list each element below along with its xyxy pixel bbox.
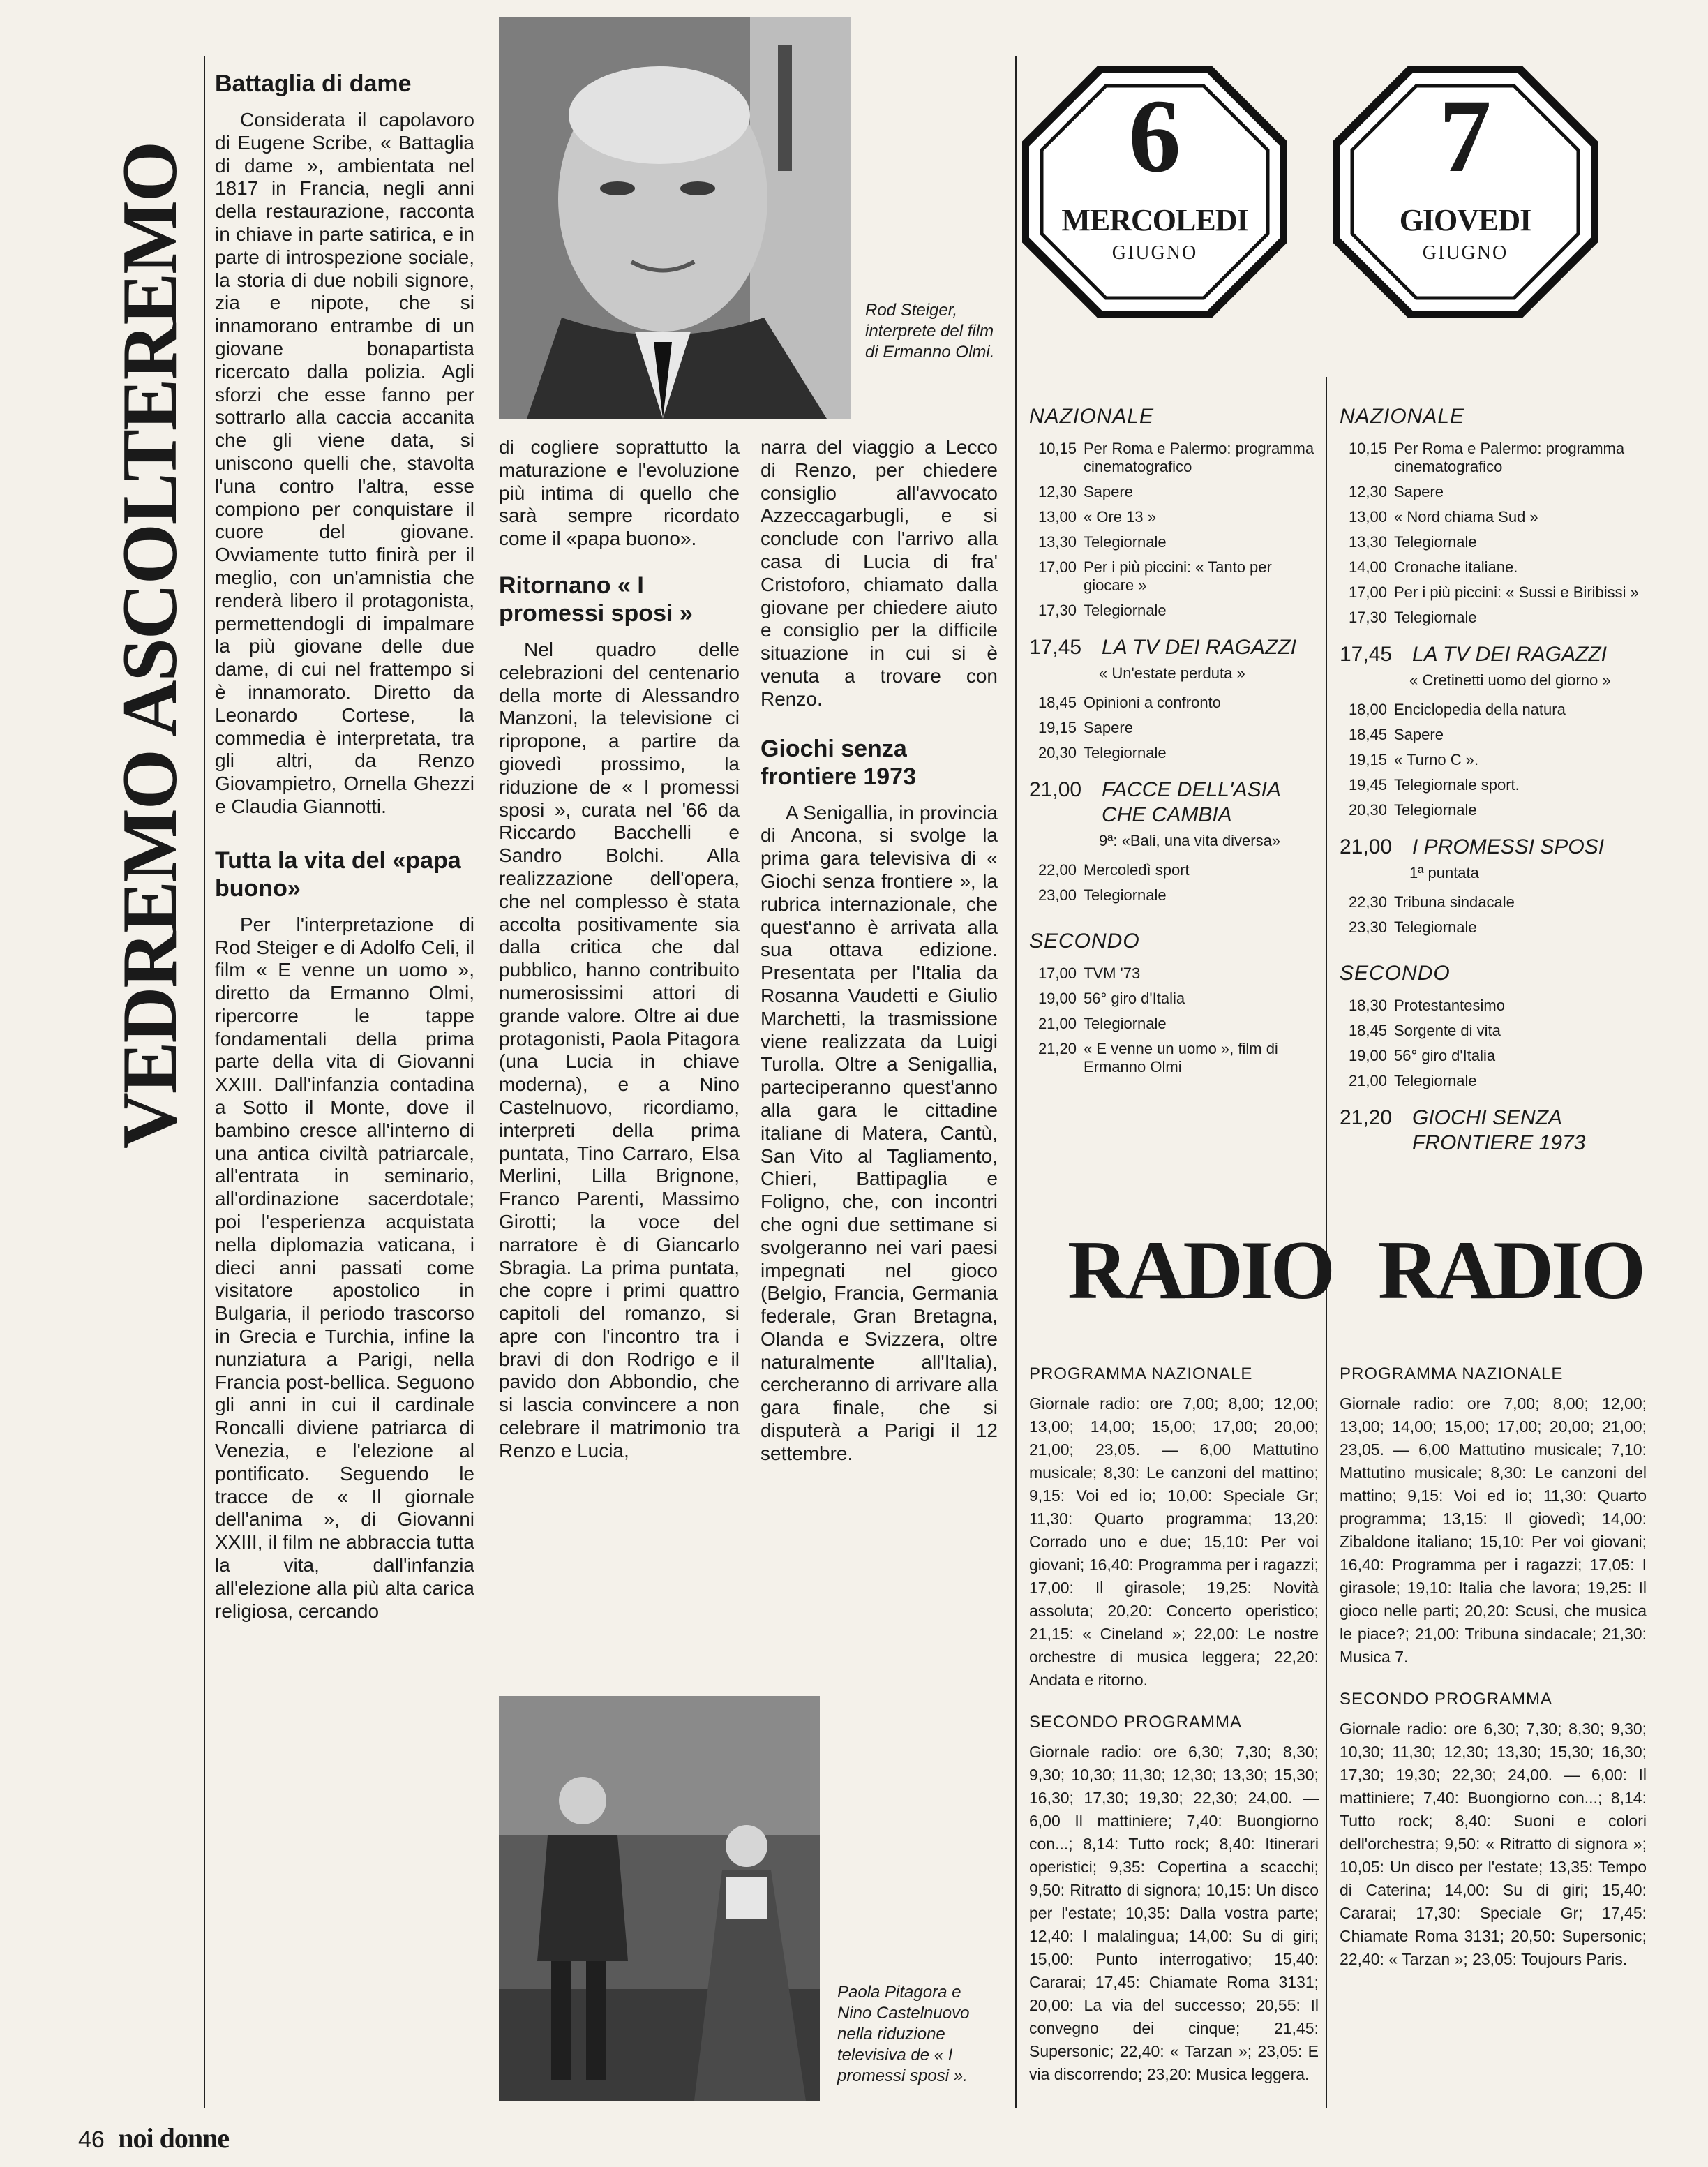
program: TVM '73 [1084, 965, 1141, 982]
time: 19,45 [1348, 776, 1387, 794]
schedule-highlight [1340, 642, 1647, 667]
time: 21,00 [1340, 835, 1393, 858]
schedule-row [1029, 886, 1319, 904]
radio-section-label: SECONDO PROGRAMMA [1029, 1713, 1243, 1732]
day-badge-7 [1333, 66, 1598, 318]
program: Per Roma e Palermo: programma cinematografico [1394, 440, 1625, 475]
radio-schedule: Giornale radio: ore 7,00; 8,00; 12,00; 13,00; 14,00; 15,00; 17,00; 20,00; 21,00; 23,05. — 6,00 Mattutino musicale; 7,10: Mattutino musicale; 8,30: Le canzoni del mattino; 9,15: Voi ed io; 11,30: Quarto programma; 13,15: Il giovedì; 14,00: Zibaldone italiano; 15,10: Per voi giovani; 16,40: Programma per i ragazzi; 17,05: I girasole; 19,10: Italia che lavora; 19,25: Il gioco nelle parti; 20,20: Scusi, che musica le piace?; 21,00: Tribuna sindacale; 21,30: Musica 7. [1340, 1394, 1647, 1666]
radio-schedule: Giornale radio: ore 6,30; 7,30; 8,30; 9,30; 10,30; 11,30; 12,30; 13,30; 15,30; 16,30; 17,30; 19,30; 22,30; 24,00. — 6,00 Il mattiniere; 7,40: Buongiorno con...; 8,14: Tutto rock; 8,40: Itinerari operistici; 9,35: Copertina a scacchi; 9,50: Ritratto di signora; 10,15: Un disco per l'estate; 10,35: Dalla vostra parte; 12,40: I malalingua; 14,00: Su di giri; 15,00: Punto interrogativo; 15,40: Cararai; 17,45: Chiamate Roma 3131; 20,00: La via del successo; 20,55: Il convegno dei cinque; 21,45: Supersonic; 22,40: « Tarzan »; 23,05: E via discorrendo; 23,20: Musica leggera. [1029, 1743, 1319, 2083]
article-continuation: di cogliere soprattutto la maturazione e l'evoluzione più intima di quello che sarà sempre ricordato come il «papa buono». [499, 436, 740, 550]
photo-rod-steiger [499, 17, 851, 419]
program: Sapere [1394, 483, 1444, 500]
time: 13,00 [1037, 508, 1077, 526]
program: FACCE DELL'ASIA CHE CAMBIA [1102, 778, 1280, 826]
schedule-row [1340, 609, 1647, 627]
program: Mercoledì sport [1084, 861, 1190, 879]
schedule-row [1340, 1072, 1647, 1090]
schedule-row [1340, 483, 1647, 501]
time: 21,20 [1037, 1040, 1077, 1057]
page-number: 46 [78, 2127, 105, 2153]
schedule-highlight [1340, 1105, 1647, 1156]
schedule-row [1029, 440, 1319, 476]
radio-schedule: Giornale radio: ore 6,30; 7,30; 8,30; 9,30; 10,30; 11,30; 12,30; 13,30; 15,30; 16,30; 17,30; 19,30; 22,30; 24,00. — 6,00: Il mattiniere; 7,40: Buongiorno con...; 8,14: Tutto rock; 8,40: Suoni e colori dell'orchestra; 9,50: « Ritratto di signora »; 10,05: Un disco per l'estate; 13,35: Tempo di Caterina; 14,00: Su di giri; 15,40: Cararai; 17,30: Speciale Gr; 17,45: Chiamate Roma 3131; 20,50: Supersonic; 22,40: « Tarzan »; 23,05: Toujours Paris. [1340, 1720, 1647, 1968]
program: LA TV DEI RAGAZZI [1412, 643, 1607, 666]
time: 20,30 [1037, 744, 1077, 761]
article-title: Battaglia di dame [215, 70, 412, 97]
article-body: Considerata il capolavoro di Eugene Scribe, « Battaglia di dame », ambientata nel 1817 in Francia, negli anni della restaurazione, racconta in chiave in parte satirica, e in parte di introspezione sociale, la storia di due nobili signore, zia e nipote, che si innamorano entrambe di un giovane bonapartista ricercato dalla polizia. Agli sforzi che esse fanno per sottrarlo alla caccia accanita che gli viene data, si uniscono quelli che, stavolta l'una contro l'altra, esse compiono per conquistare il cuore del giovane. Ovviamente tutto finirà per il meglio, con un'amnistia che renderà libero il protagonista, permettendogli di impalmare la più giovane delle due dame, di cui nel frattempo si è innamorato. Diretto da Leonardo Cortese, la commedia è interpretata, tra gli altri, da Renzo Giovampietro, Ornella Ghezzi e Claudia Giannotti. [215, 109, 474, 817]
program: Sapere [1084, 719, 1133, 736]
month-name: GIUGNO [1422, 242, 1508, 264]
time: 10,15 [1348, 440, 1387, 457]
time: 14,00 [1348, 558, 1387, 576]
program: I PROMESSI SPOSI [1412, 835, 1605, 858]
network-label: SECONDO [1029, 930, 1140, 953]
time: 17,30 [1348, 609, 1387, 626]
time: 22,00 [1037, 861, 1077, 879]
time: 21,00 [1348, 1072, 1387, 1089]
schedule-row [1340, 893, 1647, 911]
radio-section-label: PROGRAMMA NAZIONALE [1340, 1364, 1564, 1383]
schedule-row [1029, 508, 1319, 526]
program: Sapere [1084, 483, 1133, 500]
time: 13,00 [1348, 508, 1387, 526]
caption-steiger: Rod Steiger, interprete del film di Ermanno Olmi. [865, 301, 995, 362]
radio-day-7 [1340, 1364, 1647, 1992]
schedule-row [1029, 1040, 1319, 1076]
program: Telegiornale [1084, 744, 1167, 761]
time: 13,30 [1037, 533, 1077, 551]
schedule-row [1029, 744, 1319, 762]
time: 18,45 [1348, 1022, 1387, 1039]
program: Per Roma e Palermo: programma cinematografico [1084, 440, 1314, 475]
day-badge-6 [1022, 66, 1287, 318]
time: 19,15 [1348, 751, 1387, 768]
time: 23,30 [1348, 918, 1387, 936]
side-title-text: VEDREMO ASCOLTEREMO [107, 142, 193, 1149]
magazine-logo: noi donne [118, 2122, 230, 2154]
schedule-row [1029, 694, 1319, 712]
radio-heading: RADIO [1378, 1223, 1644, 1316]
schedule-day-6 [1029, 405, 1319, 1083]
photo-promessi-sposi [499, 1696, 820, 2101]
schedule-highlight [1029, 635, 1319, 660]
time: 18,00 [1348, 701, 1387, 718]
schedule-row [1340, 440, 1647, 476]
program: Protestantesimo [1394, 997, 1505, 1014]
program: Per i più piccini: « Sussi e Biribissi » [1394, 583, 1639, 601]
program: Telegiornale [1394, 609, 1477, 626]
program: Sorgente di vita [1394, 1022, 1501, 1039]
program: Telegiornale [1084, 886, 1167, 904]
month-name: GIUGNO [1111, 242, 1198, 264]
program: 56° giro d'Italia [1084, 990, 1185, 1007]
time: 19,15 [1037, 719, 1077, 736]
time: 17,00 [1037, 558, 1077, 576]
article-body: A Senigallia, in provincia di Ancona, si svolge la prima gara televisiva di « Giochi senza frontiere », la rubrica internazionale, che quest'anno è arrivata alla sua ottava edizione. Presentata per l'Italia da Rosanna Vaudetti e Giulio Marchetti, la trasmissione viene realizzata da Luigi Turolla. Oltre a Senigallia, parteciperanno quest'anno alla gara le cittadine italiane di Matera, Cantù, San Vito al Tagliamento, Chieri, Battipaglia e Foligno, che, con incontri che ogni due settimane si svolgeranno nei vari paesi impegnati nel gioco (Belgio, Francia, Germania federale, Gran Bretagna, Olanda e Svizzera, oltre naturalmente all'Italia), cercheranno di arrivare alla gara finale, che si disputerà a Parigi il 12 settembre. [761, 801, 998, 1464]
schedule-row [1340, 776, 1647, 794]
time: 12,30 [1348, 483, 1387, 500]
day-number: 7 [1439, 78, 1492, 194]
network-label: NAZIONALE [1029, 405, 1155, 428]
time: 17,45 [1340, 643, 1393, 666]
program-subtitle: 1ª puntata [1409, 864, 1479, 881]
schedule-row [1340, 801, 1647, 819]
schedule-row [1340, 533, 1647, 551]
schedule-row [1029, 861, 1319, 879]
radio-section-label: SECONDO PROGRAMMA [1340, 1690, 1553, 1708]
program: Telegiornale [1084, 533, 1167, 551]
schedule-row [1340, 997, 1647, 1015]
time: 18,45 [1037, 694, 1077, 711]
program: « Turno C ». [1394, 751, 1479, 768]
time: 17,00 [1037, 965, 1077, 982]
schedule-row [1340, 508, 1647, 526]
column-divider [204, 56, 205, 2108]
time: 10,15 [1037, 440, 1077, 457]
day-number: 6 [1128, 78, 1181, 194]
article-giochi [761, 436, 998, 1466]
time: 13,30 [1348, 533, 1387, 551]
program: Telegiornale sport. [1394, 776, 1520, 794]
schedule-row [1340, 751, 1647, 769]
radio-day-6 [1029, 1364, 1319, 2107]
program-subtitle: « Un'estate perduta » [1099, 664, 1245, 682]
schedule-row [1340, 918, 1647, 937]
time: 17,30 [1037, 602, 1077, 619]
article-continuation: narra del viaggio a Lecco di Renzo, per chiedere consiglio all'avvocato Azzeccagarbugli, e si conclude con l'arrivo alla casa di Lucia di fra' Cristoforo, chiamato dalla giovane per chiedere aiuto e consiglio per la difficile situazione in cui si è venuta a trovare con Renzo. [761, 436, 998, 710]
article-title: Giochi senza frontiere 1973 [761, 735, 916, 790]
program: « Ore 13 » [1084, 508, 1156, 526]
schedule-row [1029, 558, 1319, 595]
schedule-row [1340, 1047, 1647, 1065]
time: 19,00 [1037, 990, 1077, 1007]
radio-heading: RADIO [1068, 1223, 1333, 1316]
schedule-row [1340, 701, 1647, 719]
program-subtitle: « Cretinetti uomo del giorno » [1409, 671, 1611, 689]
program: Telegiornale [1394, 1072, 1477, 1089]
program: Cronache italiane. [1394, 558, 1518, 576]
time: 17,45 [1029, 636, 1082, 659]
time: 19,00 [1348, 1047, 1387, 1064]
program: Telegiornale [1084, 1015, 1167, 1032]
day-name: GIOVEDI [1399, 203, 1531, 237]
schedule-row [1340, 558, 1647, 576]
program: « E venne un uomo », film di Ermanno Olmi [1084, 1040, 1278, 1075]
program: Enciclopedia della natura [1394, 701, 1566, 718]
program: GIOCHI SENZA FRONTIERE 1973 [1412, 1106, 1586, 1154]
program: Sapere [1394, 726, 1444, 743]
schedule-row [1029, 1015, 1319, 1033]
program: LA TV DEI RAGAZZI [1102, 636, 1296, 659]
network-label: SECONDO [1340, 962, 1451, 985]
program: « Nord chiama Sud » [1394, 508, 1538, 526]
schedule-row [1340, 583, 1647, 602]
time: 21,00 [1029, 778, 1082, 801]
article-title: Tutta la vita del «papa buono» [215, 847, 461, 902]
schedule-row [1029, 990, 1319, 1008]
article-body: Per l'interpretazione di Rod Steiger e di Adolfo Celi, il film « E venne un uomo », diretto da Ermanno Olmi, ripercorre le tappe fondamentali della prima parte della vita di Giovanni XXIII. Dall'infanzia contadina a Sotto il Monte, dove il bambino cresce all'interno di una antica civiltà patriarcale, all'entrata in seminario, all'ordinazione sacerdotale; poi l'esperienza acquistata nella diplomazia vaticana, i dieci anni passati come visitatore apostolico in Bulgaria, il periodo trascorso in Grecia e Turchia, infine la nunziatura a Parigi, nella Francia post-bellica. Seguono gli anni in cui il cardinale Roncalli diviene patriarca di Venezia, e l'elezione al pontificato. Seguendo le tracce de « Il giornale dell'anima », di Giovanni XXIII, il film ne abbraccia tutta la vita, dall'infanzia all'elezione alla più alta carica religiosa, cercando [215, 913, 474, 1622]
schedule-highlight [1340, 835, 1647, 860]
time: 12,30 [1037, 483, 1077, 500]
program: Telegiornale [1394, 801, 1477, 819]
time: 22,30 [1348, 893, 1387, 911]
program: Telegiornale [1394, 918, 1477, 936]
schedule-row [1029, 483, 1319, 501]
program: Opinioni a confronto [1084, 694, 1221, 711]
schedule-row [1340, 726, 1647, 744]
time: 20,30 [1348, 801, 1387, 819]
column-divider [1015, 56, 1017, 2108]
schedule-row [1029, 533, 1319, 551]
article-promessi [499, 436, 740, 1463]
schedule-row [1029, 719, 1319, 737]
time: 18,45 [1348, 726, 1387, 743]
schedule-highlight [1029, 777, 1319, 828]
program: Tribuna sindacale [1394, 893, 1515, 911]
time: 17,00 [1348, 583, 1387, 601]
network-label: NAZIONALE [1340, 405, 1465, 428]
time: 23,00 [1037, 886, 1077, 904]
caption-pitagora: Paola Pitagora e Nino Castelnuovo nella riduzione televisiva de « I promessi sposi ». [837, 1983, 970, 2085]
schedule-row [1340, 1022, 1647, 1040]
day-name: MERCOLEDI [1061, 203, 1248, 237]
article-battaglia [215, 70, 474, 1623]
schedule-day-7 [1340, 405, 1647, 1164]
time: 18,30 [1348, 997, 1387, 1014]
time: 21,20 [1340, 1106, 1393, 1129]
time: 21,00 [1037, 1015, 1077, 1032]
side-title [105, 56, 195, 1235]
page-footer [78, 2122, 229, 2154]
program: Telegiornale [1394, 533, 1477, 551]
radio-schedule: Giornale radio: ore 7,00; 8,00; 12,00; 13,00; 14,00; 15,00; 17,00; 20,00; 21,00; 23,05. — 6,00 Mattutino musicale; 8,30: Le canzoni del mattino; 9,15: Voi ed io; 10,00: Speciale Gr; 11,30: Quarto programma; 13,20: Corrado uno e due; 15,10: Per voi giovani; 16,40: Programma per i ragazzi; 17,00: Il girasole; 19,25: Novità assoluta; 20,20: Concerto operistico; 21,15: « Cineland »; 22,00: Le nostre orchestre di musica leggera; 22,20: Andata e ritorno. [1029, 1394, 1319, 1689]
schedule-row [1029, 965, 1319, 983]
article-title: Ritornano « I promessi sposi » [499, 572, 693, 627]
program: 56° giro d'Italia [1394, 1047, 1496, 1064]
schedule-row [1029, 602, 1319, 620]
program: Telegiornale [1084, 602, 1167, 619]
article-body: Nel quadro delle celebrazioni del centenario della morte di Alessandro Manzoni, la televisione ci ripropone, a partire da giovedì prossimo, la riduzione de « I promessi sposi », curata nel '66 da Riccardo Bacchelli e Sandro Bolchi. Alla realizzazione dell'opera, che nel complesso è stata accolta positivamente sia dalla critica che dal pubblico, hanno contribuito numerosissimi attori di grande valore. Oltre ai due protagonisti, Paola Pitagora (una Lucia in chiave moderna), e a Nino Castelnuovo, ricordiamo, interpreti della prima puntata, Tino Carraro, Elsa Merlini, Lilla Brignone, Franco Parenti, Massimo Girotti; la voce del narratore è di Giancarlo Sbragia. La prima puntata, che copre i primi quattro capitoli del romanzo, si apre con l'incontro tra i bravi di don Rodrigo e il pavido don Abbondio, che si lascia convincere a non celebrare il matrimonio tra Renzo e Lucia, [499, 638, 740, 1461]
radio-section-label: PROGRAMMA NAZIONALE [1029, 1364, 1253, 1383]
program: Per i più piccini: « Tanto per giocare » [1084, 558, 1272, 594]
program-subtitle: 9ª: «Bali, una vita diversa» [1099, 832, 1281, 849]
